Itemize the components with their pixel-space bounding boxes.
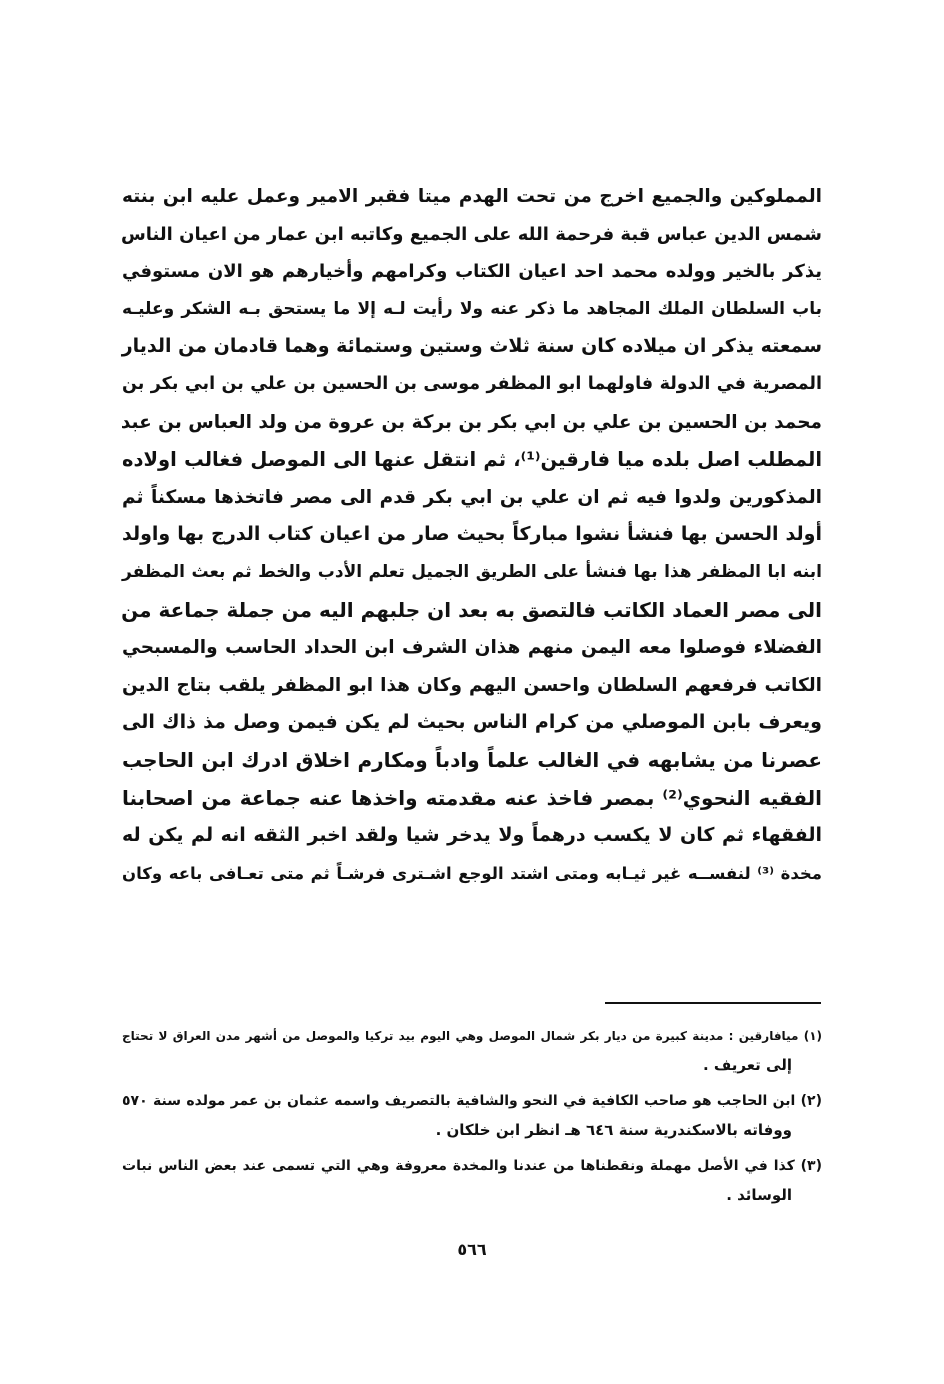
- footnote-2-cont: ووفاته بالاسكندرية سنة ٦٤٦ هـ انظر ابن خلكان .: [435, 1121, 792, 1139]
- text-line: المذكورين ولدوا فيه ثم ان علي بن ابي بكر قدم الى مصر فاتخذها مسكناً ثم: [122, 486, 822, 508]
- text-line: محمد بن الحسين بن علي بن ابي بكر بن بركة بن عروة من ولد العباس بن عبد: [120, 411, 822, 433]
- footnote-2: (٢) ابن الحاجب هو صاحب الكافية في النحو والشافية بالتصريف واسمه عثمان بن عمر مولده سنة ٥٧٠: [122, 1093, 822, 1109]
- text-line: ويعرف بابن الموصلي من كرام الناس بحيث لم يكن فيمن وصل مذ ذاك الى: [122, 711, 822, 734]
- text-line: المملوكين والجميع اخرج من تحت الهدم ميتا فقبر الامير وعمل عليه ابن بنته: [122, 186, 822, 207]
- text-line: سمعته يذكر ان ميلاده كان سنة ثلاث وستين وستمائة وهما قادمان من الديار: [121, 335, 822, 358]
- footnotes: [122, 1022, 822, 1210]
- text-line: عصرنا من يشابهه في الغالب علماً وادباً ومكارم اخلاق ادرك ابن الحاجب: [122, 747, 822, 772]
- footnote-3-cont: الوسائد .: [726, 1186, 792, 1204]
- text-line: الفضلاء فوصلوا معه اليمن منهم هذان الشرف ابن الحداد الحاسب والمسبحي: [122, 637, 822, 659]
- footnote-divider: [605, 1002, 821, 1004]
- footnote-3: (٣) كذا في الأصل مهملة ونقطناها من عندنا والمخدة معروفة وهي التي تسمى عند بعض الناس نبات: [122, 1158, 822, 1174]
- page-number: ٥٦٦: [457, 1240, 487, 1259]
- footnote-1-cont: إلى تعريف .: [702, 1056, 792, 1074]
- footnote-1: (١) ميافارقين : مدينة كبيرة من ديار بكر شمال الموصل وهي اليوم بيد تركيا والموصل من أشهر مدن العراق لا تحتاج: [122, 1029, 822, 1043]
- text-line: الفقيه النحوي⁽²⁾ بمصر فاخذ عنه مقدمته واخذها عنه جماعة من اصحابنا: [122, 785, 823, 810]
- text-line: الى مصر العماد الكاتب فالتصق به بعد ان جلبهم اليه من جملة جماعة من: [121, 597, 822, 622]
- main-text: [122, 178, 822, 892]
- text-line: مخدة ⁽³⁾ لنفســه غير ثيـابه ومتى اشتد الوجع اشـترى فرشـاً ثم متى تعـافى باعه وكان: [122, 863, 822, 883]
- text-line: الفقهاء ثم كان لا يكسب درهماً ولا يدخر شيا ولقد اخبر الثقه انه لم يكن له: [122, 824, 822, 847]
- text-line: أولد الحسن بها فنشأ نشوا مباركاً بحيث صار من اعيان كتاب الدرج بها واولد: [122, 523, 822, 546]
- text-line: الكاتب فرفعهم السلطان واحسن اليهم وكان هذا ابو المظفر يلقب بتاج الدين: [122, 674, 822, 696]
- text-line: المصرية في الدولة فاولهما ابو المظفر موسى بن الحسين بن علي بن ابي بكر بن: [122, 373, 822, 394]
- text-line: يذكر بالخير وولده محمد احد اعيان الكتاب وكرامهم وأخيارهم هو الان مستوفي: [122, 261, 822, 283]
- text-line: المطلب اصل بلده ميا فارقين⁽¹⁾، ثم انتقل عنها الى الموصل فغالب اولاده: [122, 448, 822, 472]
- text-line: شمس الدين عباس قبة فرحمة الله على الجميع وكاتبه ابن عمار من اعيان الناس: [120, 223, 822, 245]
- text-line: ابنه ابا المظفر هذا بها فنشأ على الطريق الجميل تعلم الأدب والخط ثم بعث المظفر: [122, 561, 822, 582]
- text-line: باب السلطان الملك المجاهد ما ذكر عنه ولا رأيت لـه إلا ما يستحق بـه الشكر وعليـه: [122, 298, 822, 319]
